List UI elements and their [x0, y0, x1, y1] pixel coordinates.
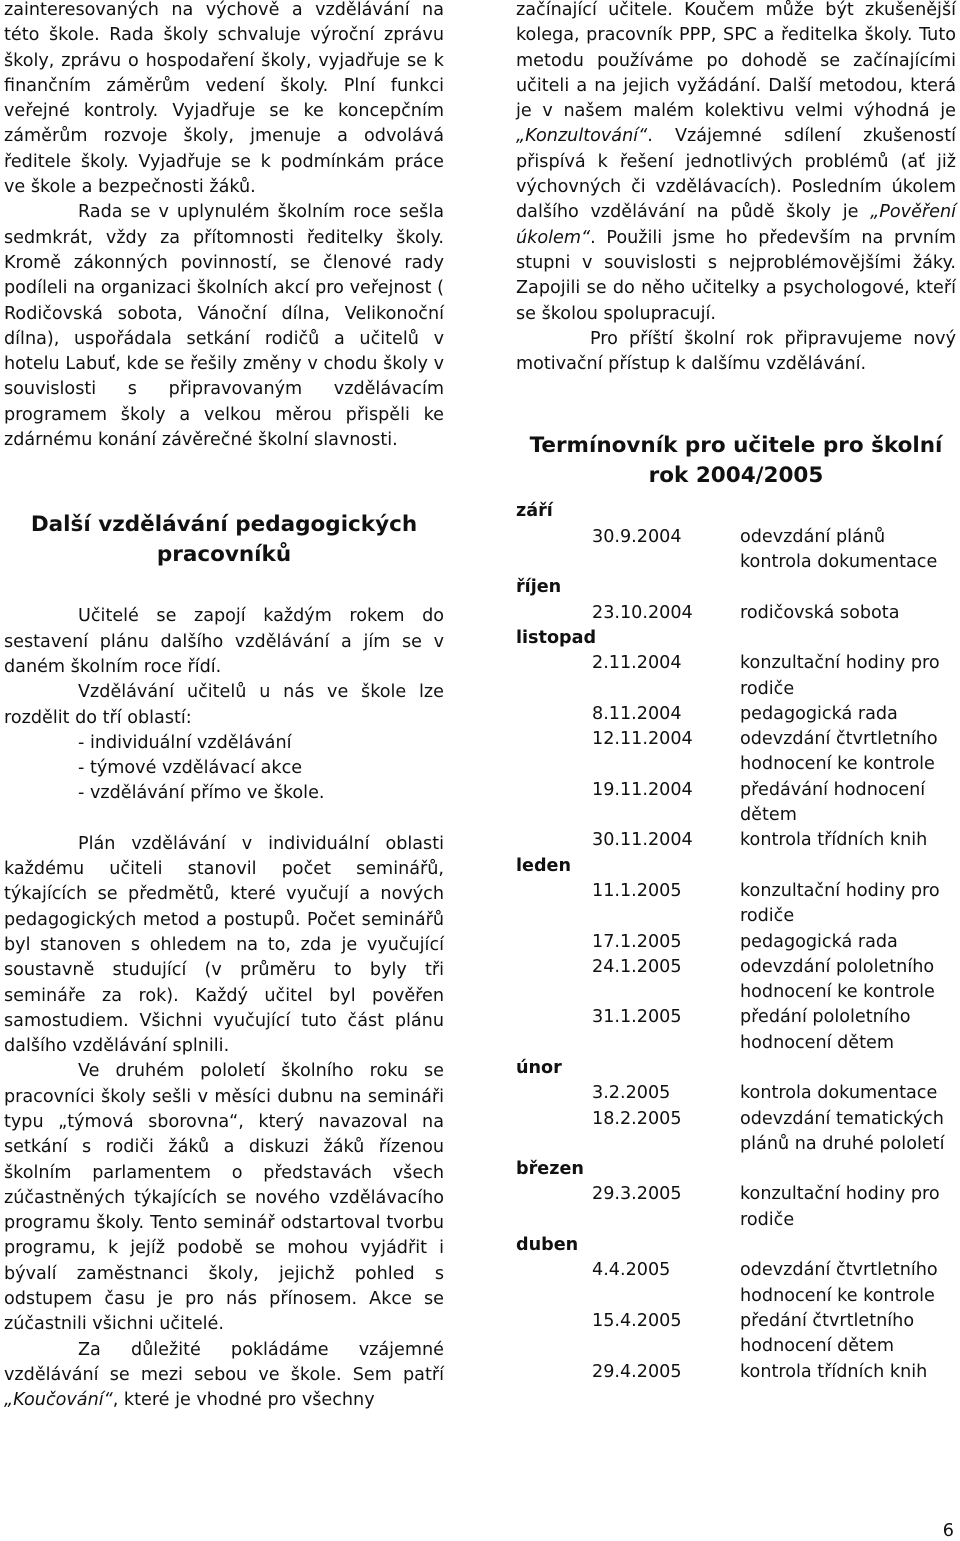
schedule-row	[516, 955, 956, 1006]
section-heading: Další vzdělávání pedagogických pracovníků	[30, 512, 418, 568]
emphasis-koucovani: „Koučování“	[4, 1390, 113, 1411]
schedule-row	[516, 930, 956, 955]
schedule-month: listopad	[516, 627, 597, 648]
left-column	[4, 0, 444, 1414]
schedule-date: 31.1.2005	[592, 1007, 682, 1028]
paragraph: Ve druhém pololetí školního roku se pracovníci školy sešli v měsíci dubnu na semináři typu „týmová sborovna“, který navazoval na setkání s rodiči žáků a diskuzi žáků řízenou školním parlamentem o představách všech zúčastněných týkajících se nového vzdělávacího programu školy. Tento seminář odstartoval tvorbu programu, k jejíž podobě se mohou vyjádřit i bývalí zaměstnanci školy, jejichž pohled s odstupem času je pro nás přínosem. Akce se zúčastnili všichni učitelé.	[4, 1061, 444, 1335]
paragraph: Vzdělávání učitelů u nás ve škole lze rozdělit do tří oblastí:	[4, 682, 444, 728]
schedule-event: předání pololetního hodnocení dětem	[740, 1007, 911, 1053]
schedule-event: pedagogická rada	[740, 931, 898, 952]
schedule-row	[516, 1182, 956, 1233]
schedule-event: předání čtvrtletního hodnocení dětem	[740, 1310, 915, 1357]
schedule-date: 11.1.2005	[592, 880, 682, 901]
schedule-date: 3.2.2005	[592, 1083, 671, 1104]
schedule-row	[516, 702, 956, 727]
schedule-row	[516, 828, 956, 853]
schedule-event: konzultační hodiny pro rodiče	[740, 653, 940, 699]
schedule-date: 23.10.2004	[592, 602, 693, 623]
paragraph	[4, 1338, 444, 1414]
schedule-row	[516, 778, 956, 829]
schedule-date: 19.11.2004	[592, 779, 693, 800]
paragraph	[516, 0, 956, 327]
schedule-month: září	[516, 501, 553, 522]
page-number: 6	[942, 1521, 954, 1541]
schedule-date: 30.9.2004	[592, 526, 682, 547]
schedule-row	[516, 1005, 956, 1056]
schedule-date: 2.11.2004	[592, 653, 682, 674]
schedule-date: 29.3.2005	[592, 1184, 682, 1205]
schedule-row	[516, 727, 956, 778]
schedule-row	[516, 1360, 956, 1385]
schedule-event: odevzdání pololetního hodnocení ke kontrole	[740, 956, 935, 1003]
schedule	[516, 499, 956, 1384]
schedule-event: konzultační hodiny pro rodiče	[740, 880, 940, 927]
emphasis-konzultovani: „Konzultování“	[516, 126, 648, 147]
schedule-date: 15.4.2005	[592, 1310, 682, 1331]
schedule-month: duben	[516, 1235, 579, 1256]
schedule-date: 17.1.2005	[592, 931, 682, 952]
schedule-date: 24.1.2005	[592, 956, 682, 977]
section-heading: Termínovník pro učitele pro školní rok 2004/2005	[529, 433, 943, 489]
text-run: . Použili jsme ho především na prvním stupni v souvislosti s nejproblémovějšími žáky. Zapojili se do něho učitelky a psychologové, kteří se školou spolupracují.	[516, 227, 956, 324]
schedule-month: březen	[516, 1159, 584, 1180]
schedule-event: odevzdání čtvrtletního hodnocení ke kontrole	[740, 1260, 938, 1306]
text-run: . Vzájemné sdílení zkušeností přispívá k řešení jednotlivých problémů (ať již výchovných či vzdělávacích). Posledním úkolem dalšího vzdělávání na půdě školy je	[516, 126, 956, 223]
schedule-month: leden	[516, 855, 572, 876]
schedule-row	[516, 879, 956, 930]
schedule-date: 18.2.2005	[592, 1108, 682, 1129]
schedule-event: odevzdání čtvrtletního hodnocení ke kontrole	[740, 729, 938, 775]
schedule-row	[516, 651, 956, 702]
schedule-date: 29.4.2005	[592, 1361, 682, 1382]
paragraph: Pro příští školní rok připravujeme nový motivační přístup k dalšímu vzdělávání.	[516, 328, 956, 375]
schedule-month: říjen	[516, 577, 562, 598]
text-run: začínající učitele. Koučem může být zkušenější kolega, pracovník PPP, SPC a ředitelka školy. Tuto metodu používáme po dohodě se začínajícími učiteli a na jejich vyžádání. Další metodou, která je v našem malém kolektivu velmi výhodná je	[516, 0, 956, 122]
list-item: - individuální vzdělávání	[78, 732, 292, 753]
text-run: , které je vhodné pro všechny	[112, 1390, 375, 1411]
schedule-event: kontrola třídních knih	[740, 830, 928, 851]
schedule-row	[516, 525, 956, 576]
schedule-event: konzultační hodiny pro rodiče	[740, 1184, 940, 1230]
paragraph: Plán vzdělávání v individuální oblasti každému učiteli stanovil počet seminářů, týkajících se předmětů, které vyučují a nových pedagogických metod a postupů. Počet seminářů byl stanoven s ohledem na to, zda je vyučující soustavně studující (v průměru to byly tři semináře za rok). Každý učitel byl pověřen samostudiem. Všichni vyučující tuto část plánu dalšího vzdělávání splnili.	[4, 833, 444, 1057]
schedule-date: 4.4.2005	[592, 1260, 671, 1281]
schedule-event: odevzdání tematických plánů na druhé pololetí	[740, 1108, 945, 1154]
paragraph: zainteresovaných na výchově a vzdělávání na této škole. Rada školy schvaluje výroční zprávu školy, zprávu o hospodaření školy, vyjadřuje se k finančním záměrům vedení školy. Plní funkci veřejné kontroly. Vyjadřuje se ke koncepčním záměrům rozvoje školy, jmenuje a odvolává ředitele školy. Vyjadřuje se k podmínkám práce ve škole a bezpečnosti žáků.	[4, 0, 444, 198]
schedule-row	[516, 1081, 956, 1106]
paragraph: Učitelé se zapojí každým rokem do sestavení plánu dalšího vzdělávání a jím se v daném školním roce řídí.	[4, 606, 444, 677]
schedule-row	[516, 1107, 956, 1158]
schedule-event: pedagogická rada	[740, 703, 898, 724]
schedule-event: předávání hodnocení dětem	[740, 779, 926, 826]
schedule-date: 12.11.2004	[592, 729, 693, 750]
schedule-event: kontrola dokumentace	[740, 1083, 938, 1104]
text-run: Za důležité pokládáme vzájemné vzdělávání se mezi sebou ve škole. Sem patří	[4, 1339, 444, 1385]
schedule-row	[516, 1258, 956, 1309]
schedule-date: 30.11.2004	[592, 830, 693, 851]
paragraph: Rada se v uplynulém školním roce sešla sedmkrát, vždy za přítomnosti ředitelky školy. Kromě zákonných povinností, se členové rady podíleli na organizaci školních akcí pro veřejnost ( Rodičovská sobota, Vánoční dílna, Velikonoční dílna), uspořádala setkání rodičů a učitelů v hotelu Labuť, kde se řešily změny v chodu školy v souvislosti s připravovaným vzdělávacím programem školy a velkou měrou přispěli ke zdárnému konání závěrečné školní slavnosti.	[4, 202, 444, 451]
schedule-row	[516, 601, 956, 626]
schedule-month: únor	[516, 1057, 562, 1078]
list-item: - týmové vzdělávací akce	[78, 758, 303, 779]
schedule-row	[516, 1309, 956, 1360]
right-column	[516, 0, 956, 1385]
schedule-event: kontrola třídních knih	[740, 1361, 928, 1382]
schedule-date: 8.11.2004	[592, 703, 682, 724]
emphasis-povereni-ukolem: „Pověření úkolem“	[516, 202, 956, 248]
schedule-event: odevzdání plánů kontrola dokumentace	[740, 526, 938, 573]
list-item: - vzdělávání přímo ve škole.	[78, 783, 325, 804]
schedule-event: rodičovská sobota	[740, 602, 900, 623]
